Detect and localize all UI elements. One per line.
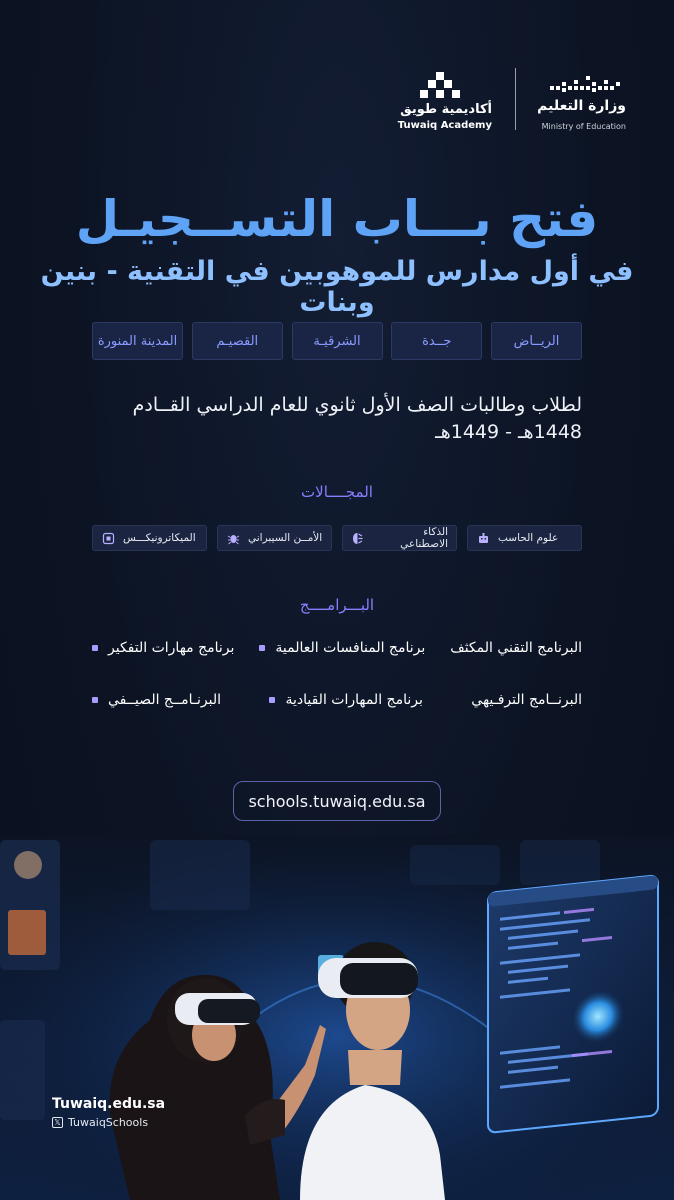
tuwaiq-mountain-icon bbox=[418, 70, 462, 100]
program-label: برنامج المهارات القيادية bbox=[285, 692, 423, 708]
program-label: برنامج مهارات التفكير bbox=[108, 640, 235, 656]
website-link[interactable]: schools.tuwaiq.edu.sa bbox=[233, 781, 441, 821]
fields-list bbox=[92, 525, 582, 551]
programs-row-2 bbox=[92, 688, 582, 712]
field-chip-computer-science bbox=[467, 525, 582, 551]
program-label: برنامج المنافسات العالمية bbox=[275, 640, 426, 656]
program-label: البرنــامج الترفـيهي bbox=[471, 692, 582, 708]
eligibility-text bbox=[92, 392, 582, 446]
program-label: البرنـامــج الصيــفي bbox=[108, 692, 222, 708]
tuwaiq-name-en: Tuwaiq Academy bbox=[397, 120, 492, 131]
footer-social[interactable] bbox=[52, 1116, 148, 1129]
programs-title: البـــرامــــج bbox=[299, 596, 375, 614]
city-chip-madinah: المدينة المنورة bbox=[92, 322, 183, 360]
field-chip-mechatronics bbox=[92, 525, 207, 551]
headline: فتح بـــاب التســجيـل bbox=[75, 190, 599, 248]
hero-illustration bbox=[0, 835, 674, 1200]
moe-name-ar: وزارة التعليم bbox=[537, 98, 626, 114]
bullet-icon bbox=[259, 645, 265, 651]
city-chip-riyadh: الريــاض bbox=[491, 322, 582, 360]
hero-scene bbox=[0, 835, 674, 1200]
city-chip-jeddah: جــدة bbox=[391, 322, 482, 360]
city-chip-qassim: القصيـم bbox=[192, 322, 283, 360]
header-logos bbox=[0, 66, 674, 136]
bug-icon bbox=[226, 531, 240, 545]
program-item bbox=[269, 688, 422, 712]
eligibility-line-1: لطلاب وطالبات الصف الأول ثانوي للعام الدراسي القــادم bbox=[132, 394, 582, 416]
x-logo-icon: 𝕏 bbox=[52, 1117, 63, 1128]
programs-row-1 bbox=[92, 636, 582, 660]
fields-title: المجــــالات bbox=[301, 483, 373, 501]
bullet-icon bbox=[92, 697, 98, 703]
program-item bbox=[471, 688, 582, 712]
programs-list bbox=[92, 636, 582, 740]
program-label: البرنامج التقني المكثف bbox=[450, 640, 582, 656]
field-chip-ai bbox=[342, 525, 457, 551]
field-label: علوم الحاسب bbox=[498, 532, 559, 544]
program-item bbox=[92, 688, 221, 712]
bullet-icon bbox=[269, 697, 275, 703]
moe-dots-icon bbox=[548, 72, 622, 94]
program-item bbox=[259, 636, 425, 660]
moe-name-en: Ministry of Education bbox=[541, 122, 626, 131]
subheadline: في أول مدارس للموهوبين في التقنية - بنين وبنات bbox=[40, 256, 634, 318]
tuwaiq-name-ar: أكاديمية طويق bbox=[400, 102, 492, 117]
brain-icon bbox=[351, 531, 365, 545]
program-item bbox=[450, 636, 582, 660]
robot-icon bbox=[476, 531, 490, 545]
social-handle: TuwaiqSchools bbox=[68, 1116, 149, 1129]
bullet-icon bbox=[92, 645, 98, 651]
footer-website[interactable]: Tuwaiq.edu.sa bbox=[52, 1096, 166, 1112]
eligibility-line-2: 1448هـ - 1449هـ bbox=[435, 421, 582, 443]
logo-divider bbox=[515, 68, 516, 130]
field-chip-cybersecurity bbox=[217, 525, 332, 551]
program-item bbox=[92, 636, 234, 660]
city-chip-eastern: الشرقيـة bbox=[292, 322, 383, 360]
field-label: الميكاترونيكـــس bbox=[123, 532, 196, 544]
chip-icon bbox=[101, 531, 115, 545]
field-label: الذكاء الاصطناعي bbox=[400, 526, 448, 550]
field-label: الأمــن السيبراني bbox=[248, 532, 323, 544]
city-list bbox=[92, 322, 582, 360]
